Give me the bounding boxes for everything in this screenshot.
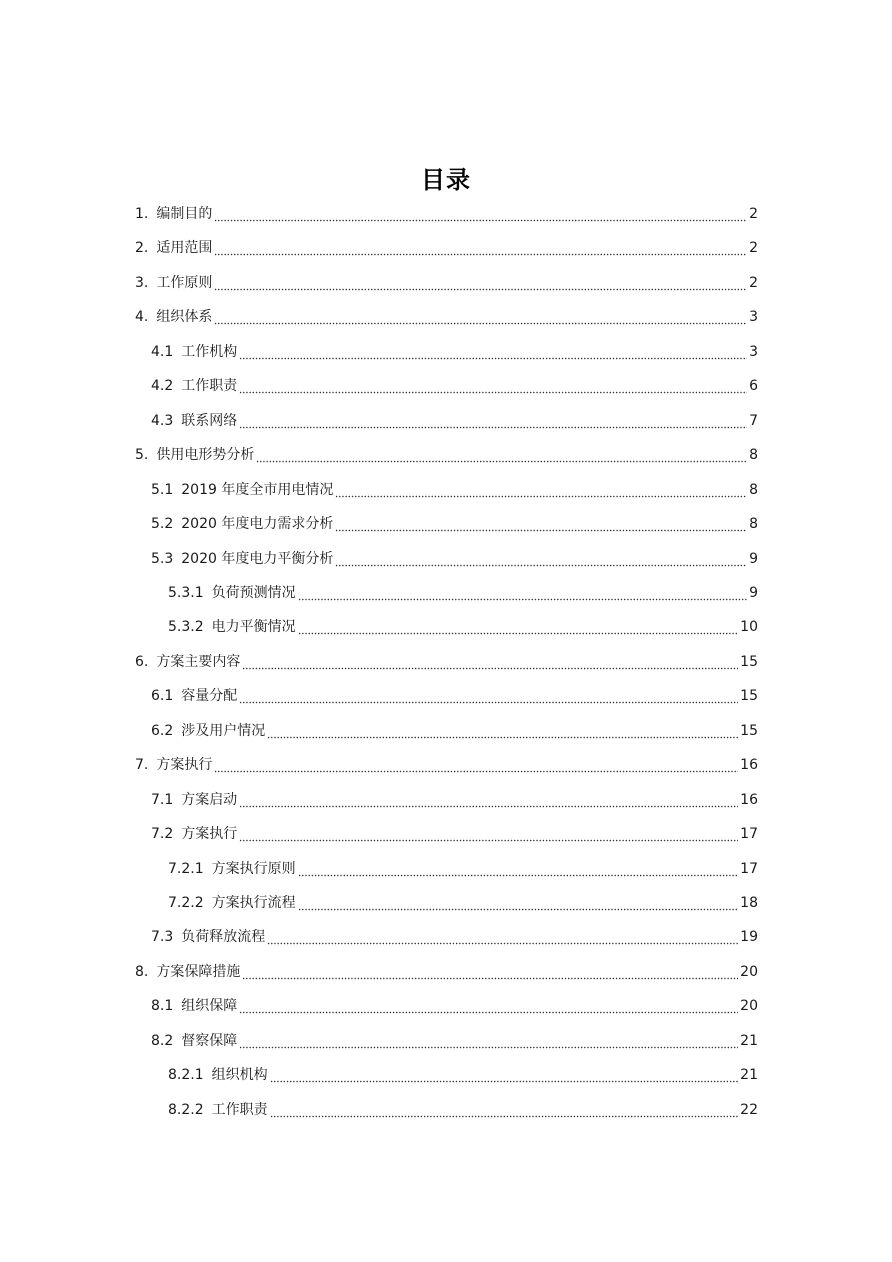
toc-entry-page-number: 3 [749,309,758,326]
toc-title: 目录 [421,166,471,194]
toc-entry[interactable] [151,989,758,1023]
toc-entry[interactable] [151,404,758,438]
dot-leader [335,507,747,541]
toc-entry-number: 8. [135,963,149,980]
dot-leader [298,610,739,644]
toc-entry[interactable] [151,1024,758,1058]
toc-entry-page-number: 2 [749,274,758,291]
dot-leader [270,1058,739,1092]
toc-entry-page-number: 15 [740,688,758,705]
toc-entry-number: 8.2.1 [168,1067,204,1084]
toc-entry-page-number: 8 [749,481,758,498]
toc-entry[interactable] [135,300,758,334]
toc-entry[interactable] [168,610,758,644]
toc-entry[interactable] [168,1058,758,1092]
toc-entry-title: 负荷预测情况 [211,584,296,601]
toc-entry-page-number: 3 [749,343,758,360]
toc-entry-number: 7.2.2 [168,895,204,911]
toc-entry-number: 4.2 [151,378,174,395]
dot-leader [335,473,747,507]
dot-leader [256,438,747,472]
dot-leader [298,852,739,886]
toc-entry-title: 方案执行流程 [211,895,296,911]
dot-leader [298,886,739,920]
toc-entry-page-number: 20 [740,963,758,980]
toc-entry-number: 4.1 [151,343,174,360]
toc-entry-title: 方案保障措施 [156,963,241,980]
dot-leader [270,1093,739,1127]
toc-entry-page-number: 18 [740,895,758,911]
toc-entry-number: 6. [135,653,149,670]
toc-entry-title: 督察保障 [181,1032,238,1049]
toc-entry-title: 负荷释放流程 [181,929,266,946]
toc-entry-page-number: 16 [740,791,758,808]
toc-entry-title: 2019 年度全市用电情况 [181,481,334,498]
toc-entry[interactable] [151,783,758,817]
dot-leader [267,920,738,954]
toc-entry-page-number: 15 [740,722,758,739]
toc-entry-page-number: 16 [740,757,758,774]
dot-leader [214,748,738,782]
toc-entry-page-number: 9 [749,550,758,567]
toc-entry-page-number: 21 [740,1032,758,1049]
toc-entry[interactable] [151,542,758,576]
dot-leader [239,817,738,851]
toc-entry[interactable] [151,817,758,851]
toc-entry-title: 2020 年度电力需求分析 [181,516,334,533]
toc-entry-number: 7.2 [151,826,174,843]
toc-entry[interactable] [168,886,758,920]
toc-entry[interactable] [151,369,758,403]
toc-entry-title: 工作机构 [181,343,238,360]
toc-entry-title: 工作职责 [211,1101,268,1118]
toc-entry-title: 编制目的 [156,206,213,222]
toc-entry-page-number: 2 [749,240,758,257]
toc-entry-page-number: 9 [749,584,758,601]
dot-leader [242,645,738,679]
toc-entry[interactable] [151,507,758,541]
toc-entry[interactable] [151,679,758,713]
toc-entry-title: 组织保障 [181,998,238,1015]
toc-entry-number: 5.3.1 [168,584,204,601]
toc-entry[interactable] [135,197,758,231]
toc-entry[interactable] [135,955,758,989]
toc-entry-title: 2020 年度电力平衡分析 [181,550,334,567]
toc-entry-number: 8.2 [151,1032,174,1049]
toc-entry[interactable] [168,852,758,886]
toc-entry-page-number: 7 [749,412,758,429]
toc-entry[interactable] [135,438,758,472]
toc-entry-number: 7.3 [151,929,174,946]
toc-entry-page-number: 17 [740,860,758,877]
toc-entry-number: 4.3 [151,412,174,429]
toc-entry-title: 供用电形势分析 [156,447,255,464]
toc-entry-title: 方案执行原则 [211,860,296,877]
toc-entry-number: 1. [135,206,149,222]
toc-entry-page-number: 2 [749,206,758,222]
toc-entry-title: 组织机构 [211,1067,268,1084]
toc-entry-title: 方案执行 [181,826,238,843]
dot-leader [239,369,747,403]
toc-entry-page-number: 19 [740,929,758,946]
dot-leader [242,955,738,989]
toc-entry-title: 方案启动 [181,791,238,808]
toc-entry-title: 方案主要内容 [156,653,241,670]
toc-entry-number: 5. [135,447,149,464]
dot-leader [214,300,747,334]
toc-entry-number: 7.2.1 [168,860,204,877]
toc-entry-number: 3. [135,274,149,291]
dot-leader [239,783,738,817]
toc-entry-number: 5.3 [151,550,174,567]
toc-entry[interactable] [168,1093,758,1127]
toc-entry[interactable] [135,266,758,300]
toc-entry-number: 6.1 [151,688,174,705]
dot-leader [214,231,747,265]
toc-entry-title: 工作原则 [156,274,213,291]
toc-entry-page-number: 8 [749,447,758,464]
toc-entry-number: 5.2 [151,516,174,533]
toc-entry-number: 4. [135,309,149,326]
toc-entry-title: 组织体系 [156,309,213,326]
toc-entry[interactable] [135,645,758,679]
toc-entry[interactable] [151,335,758,369]
dot-leader [239,335,747,369]
dot-leader [214,197,747,231]
toc-entry-page-number: 6 [749,378,758,395]
toc-entry-number: 7.1 [151,791,174,808]
dot-leader [239,404,747,438]
toc-entry-page-number: 17 [740,826,758,843]
toc-entry-page-number: 22 [740,1101,758,1118]
toc-entry-page-number: 10 [740,619,758,636]
toc-entry-title: 涉及用户情况 [181,722,266,739]
toc-entry[interactable] [151,920,758,954]
toc-entry-number: 5.1 [151,481,174,498]
toc-entry[interactable] [135,231,758,265]
toc-entry[interactable] [151,714,758,748]
toc-entry-number: 5.3.2 [168,619,204,636]
dot-leader [267,714,738,748]
toc-entry-page-number: 20 [740,998,758,1015]
dot-leader [239,989,738,1023]
toc-entry-title: 联系网络 [181,412,238,429]
toc-entry-title: 工作职责 [181,378,238,395]
toc-entry-page-number: 21 [740,1067,758,1084]
dot-leader [298,576,747,610]
toc-entry-number: 7. [135,757,149,774]
dot-leader [239,1024,738,1058]
toc-entry-number: 8.2.2 [168,1101,204,1118]
toc-entry[interactable] [168,576,758,610]
toc-entry-title: 适用范围 [156,240,213,257]
toc-entry-page-number: 8 [749,516,758,533]
dot-leader [214,266,747,300]
toc-entry-number: 8.1 [151,998,174,1015]
toc-entry-number: 6.2 [151,722,174,739]
toc-entry-page-number: 15 [740,653,758,670]
toc-entry[interactable] [135,748,758,782]
toc-entry-title: 容量分配 [181,688,238,705]
toc-entry-title: 电力平衡情况 [211,619,296,636]
toc-entry[interactable] [151,473,758,507]
toc-entry-number: 2. [135,240,149,257]
dot-leader [239,679,738,713]
dot-leader [335,542,747,576]
toc-entry-title: 方案执行 [156,757,213,774]
